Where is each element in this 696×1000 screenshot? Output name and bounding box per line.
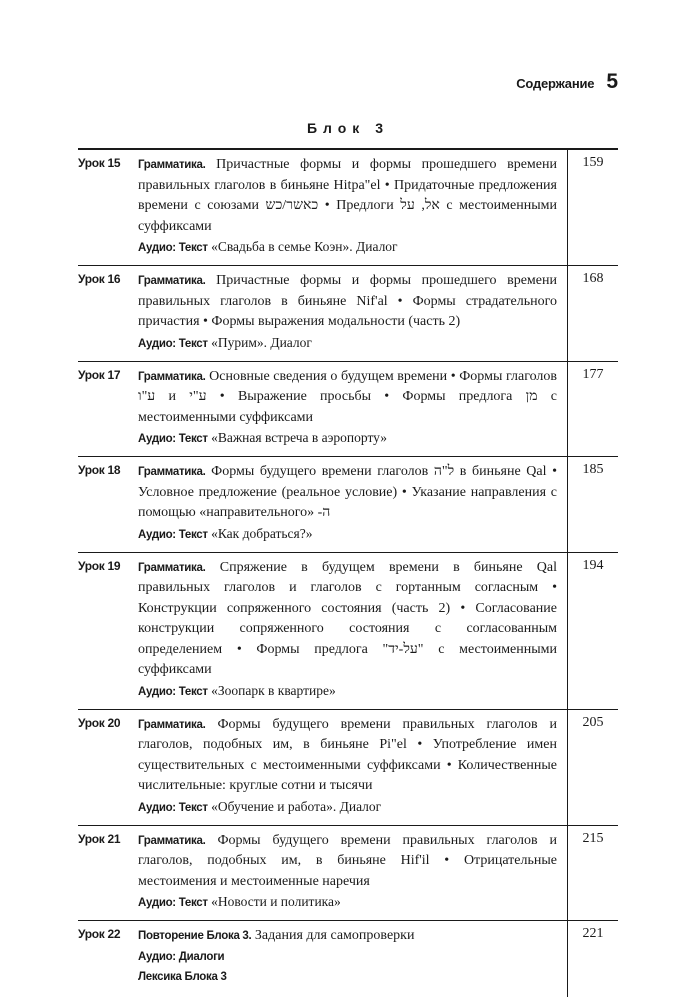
review-audio: Аудио: Диалоги (138, 950, 225, 963)
page-number: 5 (606, 70, 618, 93)
page-ref: 221 (582, 926, 604, 941)
audio-label: Аудио: Текст (138, 897, 208, 909)
header-title: Содержание (516, 76, 595, 91)
grammar-text: Спряжение в будущем времени в биньяне Qal правильных глаголов и глаголов с гортанным согласным • Конструкции сопряженного состояния (часть 2) • Согласование конструкции сопряженного состояния с согласованным определением • Формы предлога "על-יד" с местоименными суффиксами (138, 559, 558, 677)
page-ref: 194 (582, 557, 604, 573)
lesson-content (138, 266, 568, 361)
grammar-text: Причастные формы и формы прошедшего времени правильных глаголов в биньяне Nif'al • Формы страдательного причастия • Формы выражения модальности (часть 2) (138, 273, 557, 329)
lesson-content (138, 150, 568, 265)
grammar-label: Грамматика. (138, 834, 206, 847)
audio-label: Аудио: Текст (138, 433, 208, 445)
audio-line (138, 333, 557, 354)
audio-label: Аудио: Текст (138, 242, 208, 254)
review-label: Повторение Блока 3. (138, 930, 252, 942)
audio-line (138, 892, 557, 913)
audio-text: «Пурим». Диалог (211, 334, 312, 350)
lesson-content (138, 457, 568, 552)
grammar-label: Грамматика. (138, 370, 206, 383)
lesson-number: Урок 18 (78, 463, 121, 477)
audio-text: «Обучение и работа». Диалог (211, 798, 382, 814)
audio-text: «Зоопарк в квартире» (211, 682, 336, 698)
review-vocab: Лексика Блока 3 (138, 970, 227, 983)
lesson-number: Урок 22 (78, 927, 121, 941)
toc-row[interactable] (78, 826, 618, 922)
grammar-text: Основные сведения о будущем времени • Формы глаголов ע"ו и ע"י • Выражение просьбы • Формы предлога מן с местоименными суффиксами (138, 368, 557, 425)
lesson-number: Урок 20 (78, 715, 121, 730)
lesson-content (138, 710, 568, 825)
audio-text: «Как добраться?» (211, 525, 313, 541)
page-ref: 215 (582, 830, 604, 846)
lesson-number: Урок 16 (78, 272, 121, 286)
toc-row[interactable] (78, 553, 618, 710)
lesson-content (138, 826, 568, 921)
grammar-text: Причастные формы и формы прошедшего времени правильных глаголов в биньяне Hitpa"el • Придаточные предложения времени с союзами כאשר/כש • Предлоги אל, על с местоименными суффиксами (138, 157, 557, 234)
grammar-label: Грамматика. (138, 561, 206, 574)
review-text: Задания для самопроверки (254, 928, 415, 943)
grammar-label: Грамматика. (138, 159, 206, 171)
grammar-text: Формы будущего времени правильных глаголов и глаголов, подобных им, в биньяне Hif'il • Отрицательные местоимения и местоименные наречия (138, 832, 558, 889)
page-ref: 185 (582, 462, 604, 477)
page-ref: 177 (582, 366, 604, 382)
audio-label: Аудио: Текст (138, 337, 208, 350)
toc-row[interactable] (78, 362, 618, 458)
audio-label: Аудио: Текст (138, 801, 208, 814)
audio-label: Аудио: Текст (138, 528, 208, 541)
grammar-text: Формы будущего времени правильных глаголов и глаголов, подобных им, в биньяне Pi"el • Употребление имен существительных с местоименными суффиксами • Количественные числительные: круглые сотни и тысячи (138, 716, 558, 793)
audio-line (138, 524, 557, 545)
toc-table (78, 148, 618, 997)
lesson-number: Урок 19 (78, 558, 121, 573)
toc-row-review[interactable] (78, 921, 618, 997)
toc-row[interactable] (78, 266, 618, 362)
lesson-number: Урок 17 (78, 367, 121, 382)
toc-row[interactable] (78, 457, 618, 553)
toc-row[interactable] (78, 710, 618, 826)
audio-label: Аудио: Текст (138, 685, 208, 698)
running-header (516, 70, 618, 94)
page-ref: 159 (582, 155, 604, 170)
grammar-label: Грамматика. (138, 275, 206, 287)
audio-text: «Свадьба в семье Коэн». Диалог (211, 239, 398, 254)
toc-row[interactable] (78, 150, 618, 266)
lesson-content (138, 921, 568, 997)
grammar-label: Грамматика. (138, 718, 206, 731)
lesson-content (138, 362, 568, 457)
page-ref: 205 (582, 714, 604, 730)
lesson-number: Урок 21 (78, 831, 121, 846)
audio-text: «Важная встреча в аэропорту» (211, 430, 388, 445)
block-title: Блок 3 (306, 120, 389, 136)
lesson-number: Урок 15 (78, 156, 121, 170)
grammar-text: Формы будущего времени глаголов ל"ה в биньяне Qal • Условное предложение (реальное условие) • Указание направления с помощью «направительного» -ה (138, 464, 558, 520)
page-ref: 168 (582, 271, 604, 286)
audio-text: «Новости и политика» (211, 894, 341, 909)
audio-line (138, 237, 557, 258)
audio-line (138, 797, 557, 818)
audio-line (138, 428, 557, 449)
audio-line (138, 681, 557, 702)
grammar-label: Грамматика. (138, 466, 206, 478)
lesson-content (138, 553, 568, 709)
